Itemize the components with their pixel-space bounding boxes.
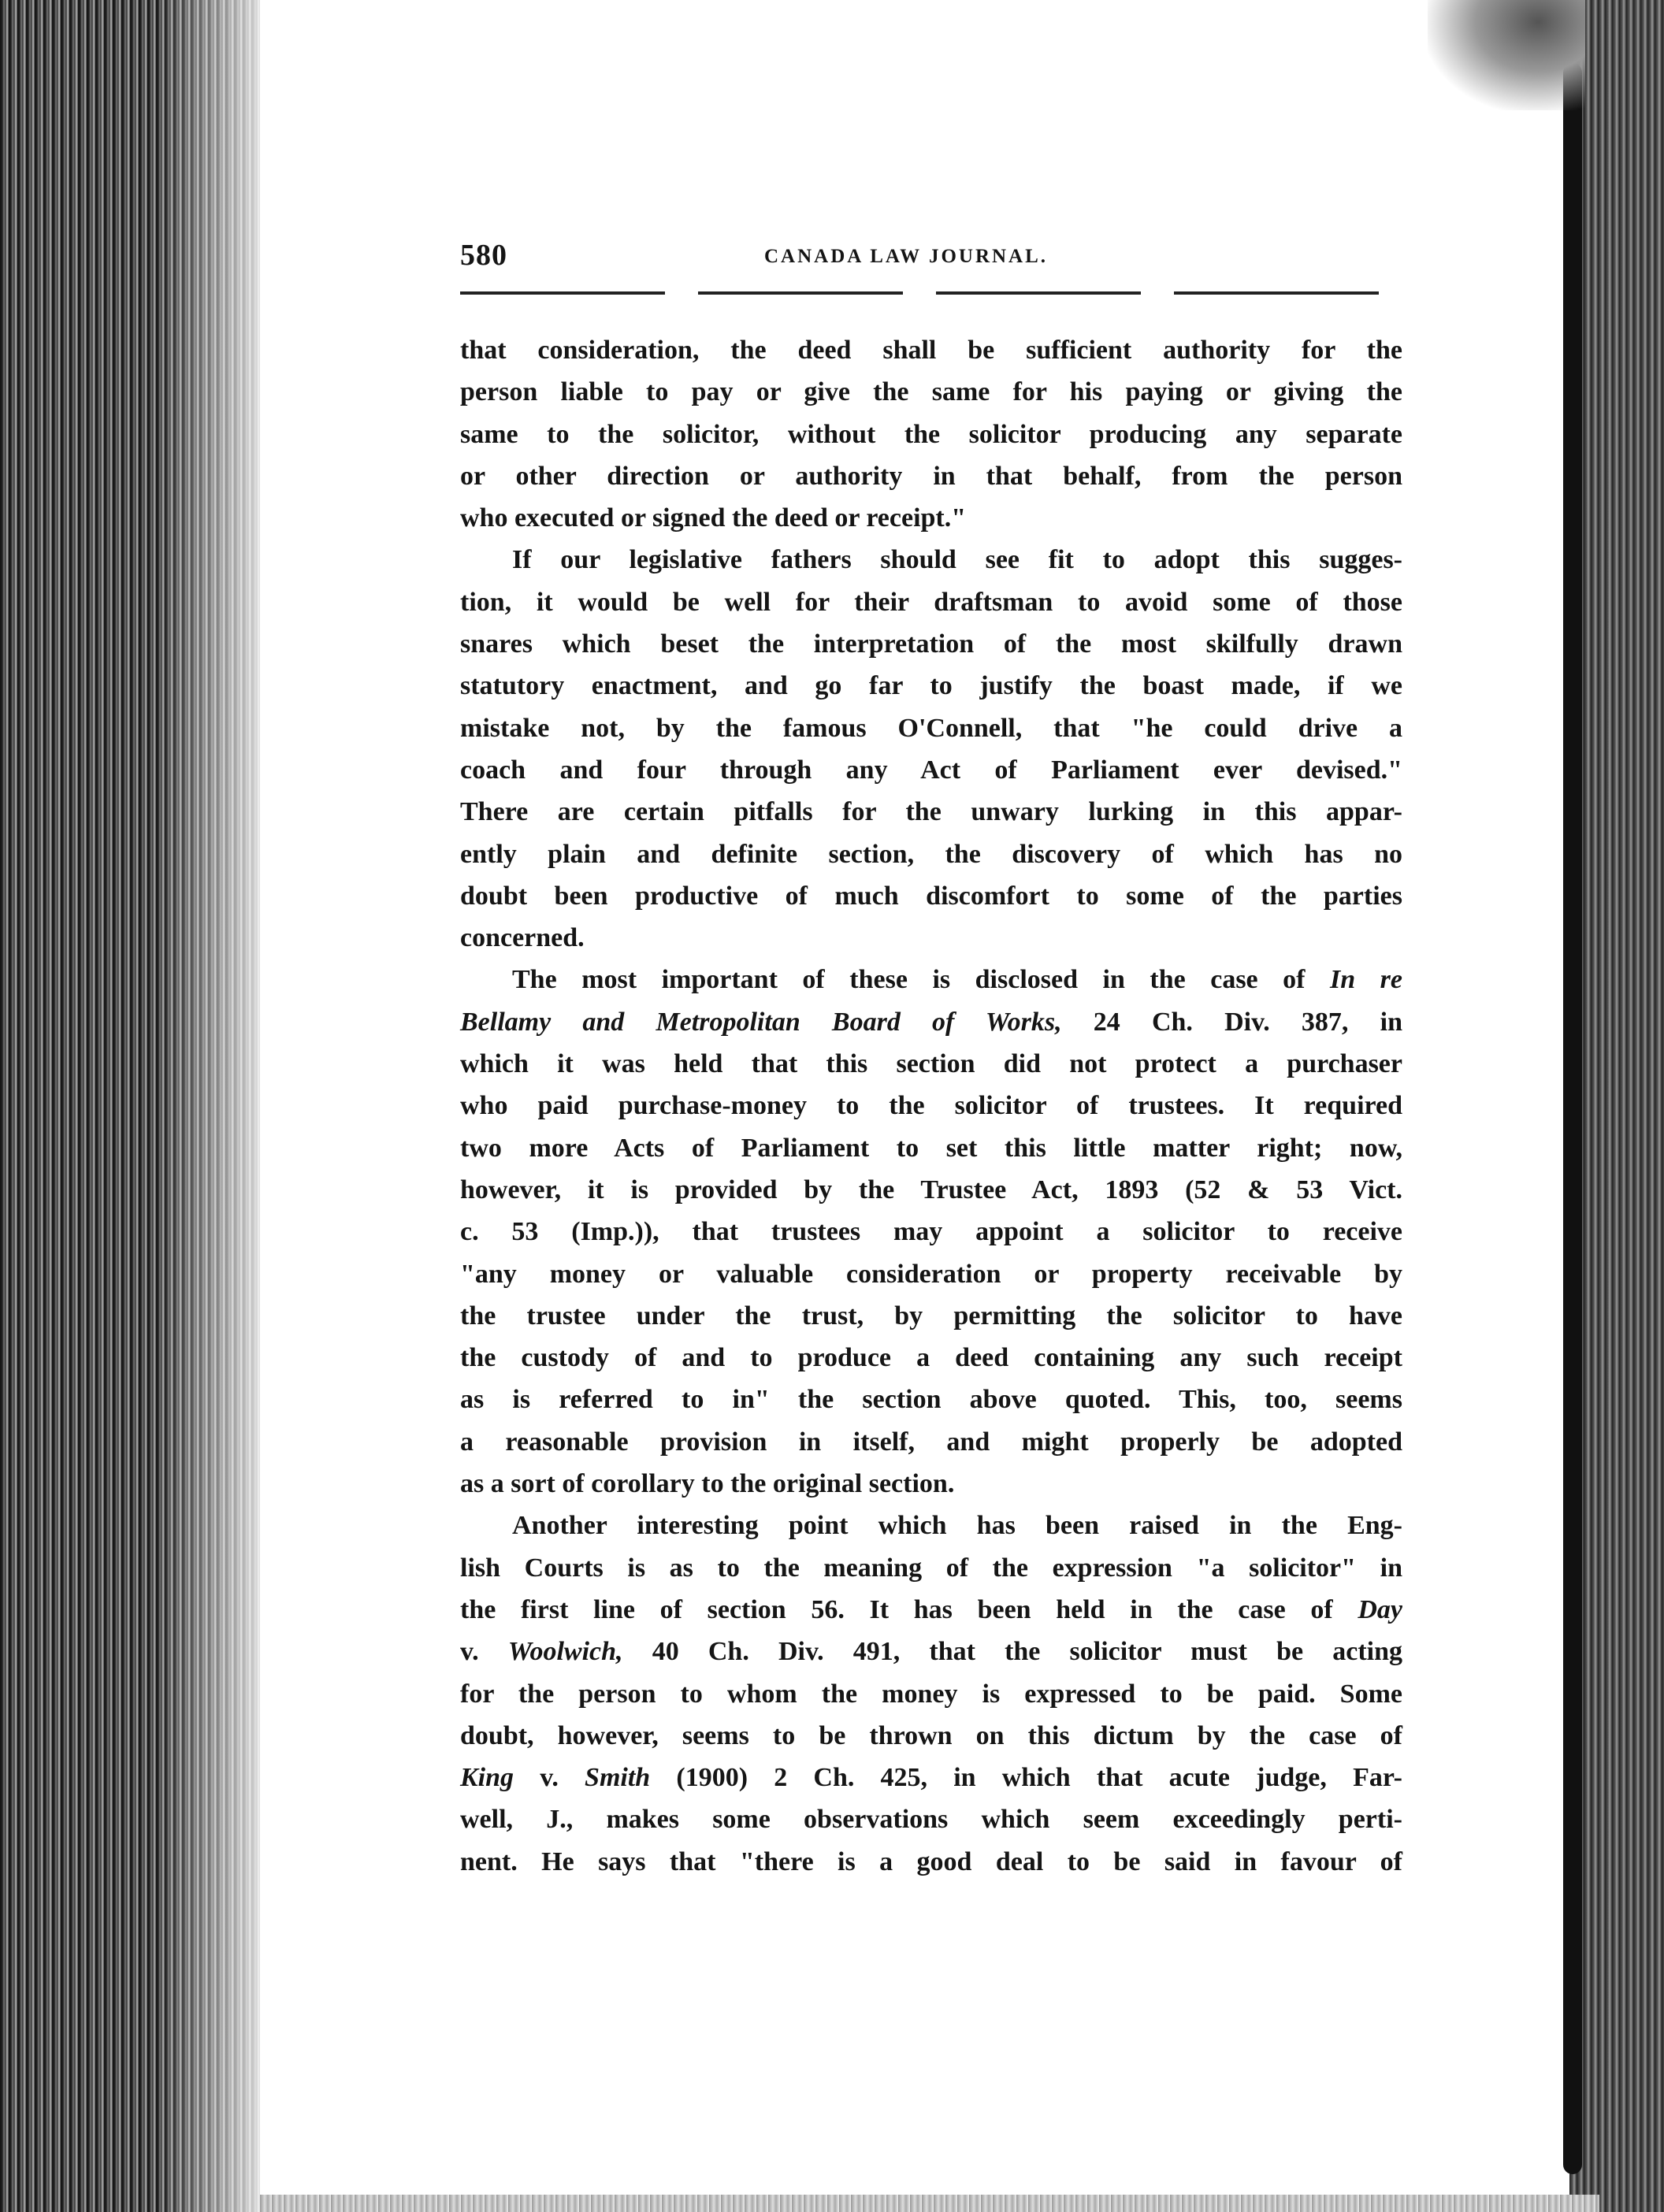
text-run: v. [514,1763,585,1793]
text-line: who paid purchase-money to the solicitor of trustees. It required [460,1091,1402,1121]
text-line: a reasonable provision in itself, and might properly be adopted [460,1427,1402,1457]
text-line: c. 53 (Imp.)), that trustees may appoint a solicitor to receive [460,1217,1402,1247]
case-name-italic: Smith [585,1763,651,1793]
text-line: well, J., makes some observations which seem exceedingly perti- [460,1805,1402,1835]
case-name-italic: Day [1358,1594,1402,1624]
text-line: If our legislative fathers should see fit to adopt this sugges- [512,545,1402,575]
left-binding-shadow [158,0,284,2212]
case-name-italic: In re [1330,965,1402,995]
text-line: person liable to pay or give the same for his paying or giving the [460,377,1402,407]
case-name-italic: Woolwich, [507,1637,623,1667]
text-line: Another interesting point which has been raised in the Eng- [512,1511,1402,1541]
text-line: doubt, however, seems to be thrown on this dictum by the case of [460,1720,1402,1750]
text-line [460,1631,1402,1672]
scan-smudge [1428,0,1585,110]
running-head [460,236,1402,284]
text-line: lish Courts is as to the meaning of the expression "a solicitor" in [460,1553,1402,1583]
page-number: 580 [460,239,507,272]
text-line: doubt been productive of much discomfort to some of the parties [460,881,1402,911]
text-line: same to the solicitor, without the solicitor producing any separate [460,419,1402,449]
text-line: for the person to whom the money is expressed to be paid. Some [460,1679,1402,1709]
bottom-scan-edge [260,2195,1599,2212]
text-line: There are certain pitfalls for the unwary lurking in this appar- [460,797,1402,827]
text-line: statutory enactment, and go far to justify the boast made, if we [460,671,1402,701]
case-name-italic: Bellamy and Metropolitan Board of Works, [460,1007,1062,1037]
text-run: 24 Ch. Div. 387, in [1061,1007,1402,1037]
right-page-edge [1563,63,1582,2174]
text-line: as a sort of corollary to the original section. [460,1469,955,1499]
text-line [460,1001,1402,1043]
text-line: which it was held that this section did not protect a purchaser [460,1049,1402,1079]
text-line: mistake not, by the famous O'Connell, that "he could drive a [460,713,1402,743]
text-run: 40 Ch. Div. 491, that the solicitor must be acting [622,1637,1403,1667]
text-line [460,1589,1402,1631]
text-run: The most important of these is disclosed in the case of [512,965,1331,995]
journal-page [460,236,1403,1876]
right-binding-edge [1569,0,1664,2212]
text-line: concerned. [460,923,585,953]
text-line: ently plain and definite section, the discovery of which has no [460,839,1402,869]
text-line: tion, it would be well for their draftsman to avoid some of those [460,587,1402,617]
text-line: who executed or signed the deed or receipt." [460,503,967,533]
text-line: snares which beset the interpretation of the most skilfully drawn [460,629,1402,659]
text-line: that consideration, the deed shall be sufficient authority for the [460,336,1402,365]
text-run: v. [460,1637,508,1667]
text-line: the trustee under the trust, by permitting the solicitor to have [460,1301,1402,1331]
text-line: coach and four through any Act of Parliament ever devised." [460,755,1402,785]
text-run: (1900) 2 Ch. 425, in which that acute judge, Far- [650,1763,1402,1793]
text-run: the first line of section 56. It has been held in the case of [460,1594,1358,1624]
article-body [460,329,1402,1883]
text-line [460,1757,1402,1798]
text-line: "any money or valuable consideration or property receivable by [460,1259,1402,1289]
text-line: two more Acts of Parliament to set this little matter right; now, [460,1133,1402,1163]
text-line: or other direction or authority in that behalf, from the person [460,461,1402,491]
text-line: however, it is provided by the Trustee Act, 1893 (52 & 53 Vict. [460,1175,1402,1204]
text-line: nent. He says that "there is a good deal to be said in favour of [460,1846,1402,1876]
text-line: the custody of and to produce a deed containing any such receipt [460,1343,1402,1373]
text-line [460,959,1402,1000]
header-rule [460,291,1402,295]
case-name-italic: King [460,1763,514,1793]
text-line: as is referred to in" the section above quoted. This, too, seems [460,1385,1402,1415]
journal-title: CANADA LAW JOURNAL. [764,246,1049,267]
